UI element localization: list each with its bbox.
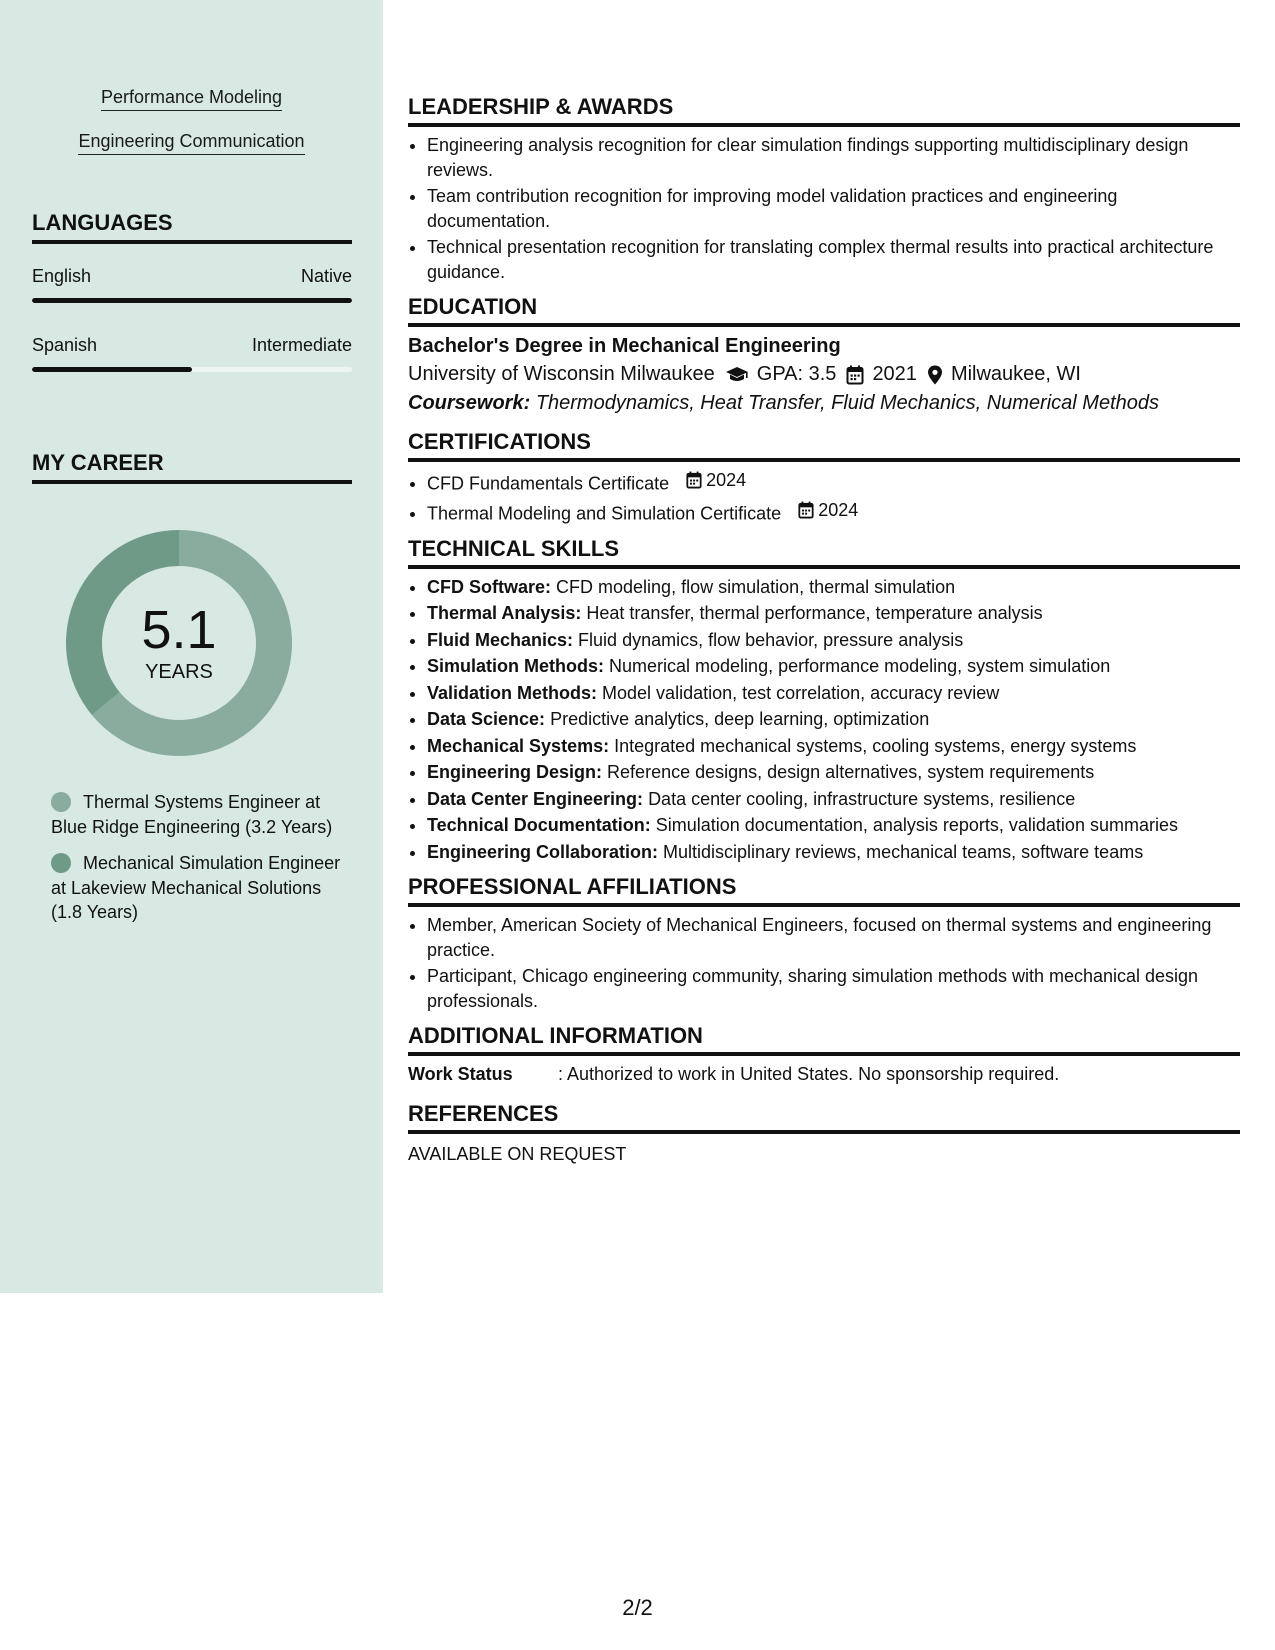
work-status-value: : Authorized to work in United States. No sponsorship required.: [558, 1064, 1060, 1084]
education-year: 2021: [872, 363, 917, 385]
career-dot-icon: [51, 853, 71, 873]
leadership-list: [408, 133, 1240, 284]
language-bar: [32, 298, 352, 303]
leadership-heading: LEADERSHIP & AWARDS: [408, 94, 1240, 127]
career-item: [51, 790, 341, 839]
language-name: Spanish: [32, 335, 98, 355]
skill-value: Heat transfer, thermal performance, temperature analysis: [586, 603, 1043, 623]
list-item: • Team contribution recognition for improving model validation practices and engineering documentation.: [427, 184, 1240, 233]
calendar-icon: [846, 365, 864, 385]
language-row: [32, 335, 352, 356]
additional-info-heading: ADDITIONAL INFORMATION: [408, 1023, 1240, 1056]
skill-label: Technical Documentation:: [427, 815, 651, 835]
coursework-label: Coursework:: [408, 392, 531, 414]
education-school: University of Wisconsin Milwaukee: [408, 363, 715, 385]
education-coursework: [408, 392, 1240, 415]
skill-label: Validation Methods:: [427, 682, 598, 703]
skill-value: Multidisciplinary reviews, mechanical teams, software teams: [663, 841, 1144, 862]
certification-year: 2024: [706, 470, 747, 490]
calendar-icon: [686, 471, 702, 489]
skill-label: CFD Software:: [427, 576, 552, 597]
languages-heading: LANGUAGES: [32, 210, 352, 244]
list-item: [427, 813, 1240, 838]
education-degree: Bachelor's Degree in Mechanical Engineering: [408, 335, 841, 357]
language-bar-fill: [32, 367, 192, 372]
career-heading: MY CAREER: [32, 450, 352, 484]
skill-label: Engineering Collaboration:: [427, 841, 659, 862]
certification-year: 2024: [818, 499, 859, 520]
page-number: 2/2: [622, 1595, 653, 1620]
career-item-text: Thermal Systems Engineer at Blue Ridge Engineering (3.2 Years): [51, 792, 333, 837]
language-bar: [32, 367, 352, 372]
career-total-years: 5.1: [141, 599, 217, 660]
list-item: • Member, American Society of Mechanical Engineers, focused on thermal systems and engineering practice.: [427, 913, 1240, 962]
skill-label: Data Center Engineering:: [427, 788, 644, 809]
list-item: [427, 575, 1240, 600]
education-heading: EDUCATION: [408, 294, 1240, 327]
list-item: [427, 787, 1240, 812]
career-item-text: Mechanical Simulation Engineer at Lakeview Mechanical Solutions (1.8 Years): [51, 853, 341, 922]
skill-label: Engineering Design:: [427, 762, 603, 782]
calendar-icon: [798, 501, 814, 519]
skills-heading: TECHNICAL SKILLS: [408, 536, 1240, 569]
skill-value: Fluid dynamics, flow behavior, pressure analysis: [578, 629, 964, 650]
language-level: Intermediate: [251, 335, 352, 355]
skill-value: Model validation, test correlation, accuracy review: [602, 682, 1000, 703]
skill-value: Simulation documentation, analysis reports, validation summaries: [655, 815, 1178, 835]
career-item: [51, 851, 341, 925]
list-item: [427, 734, 1240, 759]
skill-value: Reference designs, design alternatives, system requirements: [607, 762, 1095, 782]
language-bar-fill: [32, 298, 352, 303]
skill-label: Data Science:: [427, 709, 546, 729]
references-text: AVAILABLE ON REQUEST: [408, 1144, 627, 1164]
education-location: Milwaukee, WI: [950, 363, 1081, 385]
donut-slice-2: [66, 530, 179, 715]
work-status-row: [408, 1064, 1240, 1085]
list-item: • Technical presentation recognition for translating complex thermal results into practical architecture guidance.: [427, 235, 1240, 284]
affiliations-list: [408, 913, 1240, 1013]
list-item: [427, 681, 1240, 706]
skill-label: Simulation Methods:: [427, 656, 604, 676]
career-donut-chart: [66, 530, 292, 756]
location-pin-icon: [927, 365, 943, 385]
list-item: [427, 654, 1240, 679]
list-item: [427, 760, 1240, 785]
sidebar: [0, 0, 383, 1293]
skill-value: CFD modeling, flow simulation, thermal simulation: [556, 576, 956, 597]
career-list: [51, 790, 341, 937]
skill-value: Data center cooling, infrastructure systems, resilience: [648, 788, 1076, 809]
skill-label: Mechanical Systems:: [427, 735, 610, 756]
list-item: • Engineering analysis recognition for clear simulation findings supporting multidisciplinary design reviews.: [427, 133, 1240, 182]
list-item: [427, 840, 1240, 865]
skill-value: Integrated mechanical systems, cooling systems, energy systems: [614, 735, 1137, 756]
skill-value: Predictive analytics, deep learning, optimization: [550, 709, 930, 729]
education-details: [408, 363, 1240, 386]
certifications-list: [408, 468, 1240, 526]
language-row: [32, 266, 352, 287]
work-status-label: Work Status: [408, 1064, 513, 1084]
certifications-heading: CERTIFICATIONS: [408, 429, 1240, 462]
skill-tags: [0, 87, 383, 175]
list-item: [427, 707, 1240, 732]
references-heading: REFERENCES: [408, 1101, 1240, 1134]
education-gpa: GPA: 3.5: [756, 363, 837, 385]
coursework-list: Thermodynamics, Heat Transfer, Fluid Mechanics, Numerical Methods: [535, 392, 1159, 414]
language-name: English: [32, 266, 92, 286]
skills-list: [408, 575, 1240, 865]
career-total-unit: YEARS: [145, 660, 213, 683]
certification-name: Thermal Modeling and Simulation Certificate: [427, 503, 782, 523]
list-item: • Participant, Chicago engineering community, sharing simulation methods with mechanical design professionals.: [427, 964, 1240, 1013]
graduation-cap-icon: [725, 366, 749, 384]
main-content: [408, 94, 1240, 1165]
language-level: Native: [300, 266, 352, 286]
career-dot-icon: [51, 792, 71, 812]
skill-label: Fluid Mechanics:: [427, 629, 574, 650]
skill-value: Numerical modeling, performance modeling, system simulation: [609, 656, 1111, 676]
list-item: [427, 468, 1240, 496]
skill-label: Thermal Analysis:: [427, 603, 582, 623]
certification-date: [686, 468, 746, 493]
list-item: [427, 601, 1240, 626]
skill-tag: Performance Modeling: [101, 87, 282, 111]
certification-date: [798, 498, 858, 523]
list-item: [427, 628, 1240, 653]
affiliations-heading: PROFESSIONAL AFFILIATIONS: [408, 874, 1240, 907]
certification-name: CFD Fundamentals Certificate: [427, 473, 670, 494]
list-item: [427, 498, 1240, 526]
skill-tag: Engineering Communication: [78, 131, 304, 155]
